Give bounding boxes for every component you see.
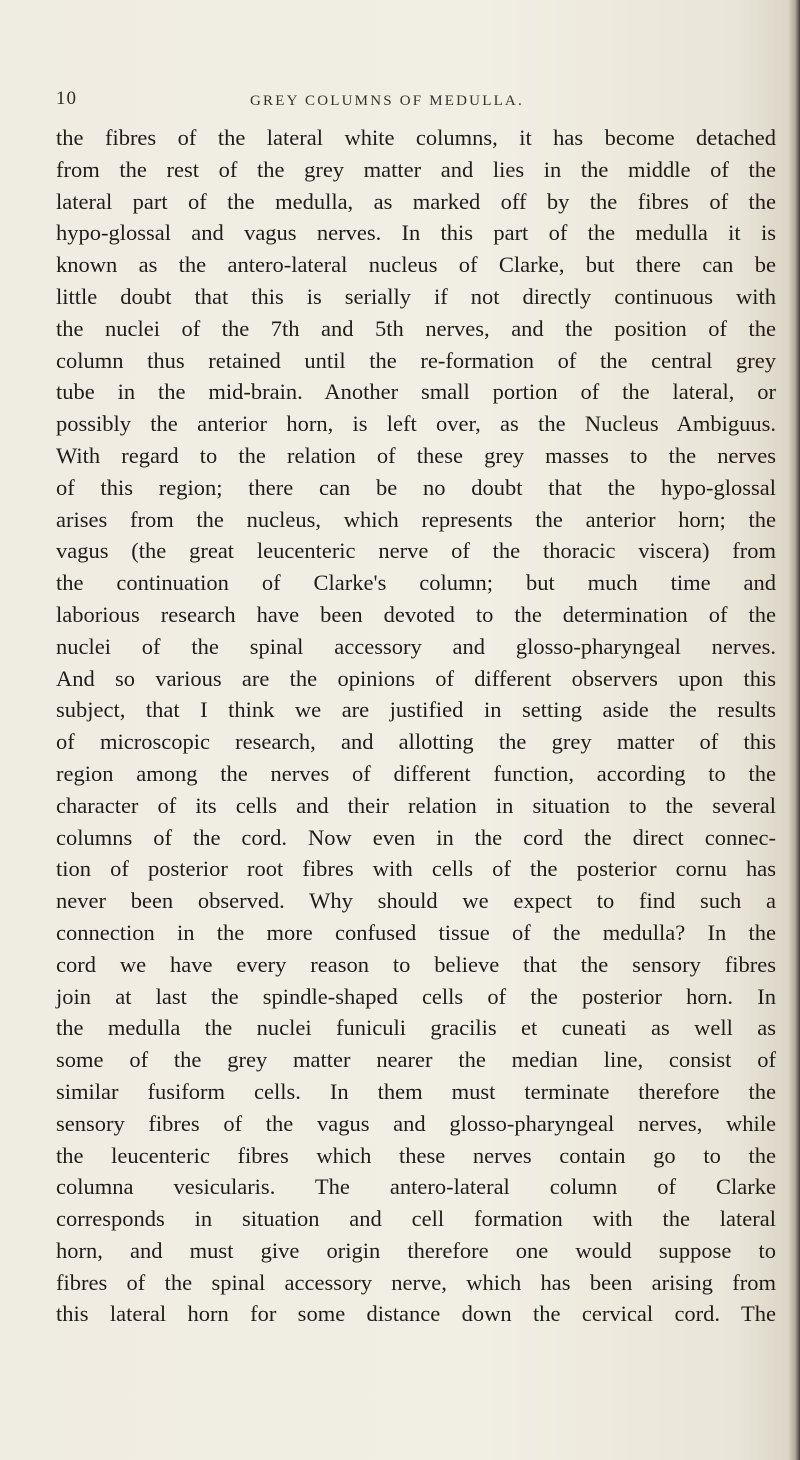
text-line: lateral part of the medulla, as marked off by the fibres of the (56, 188, 776, 214)
text-line: sensory fibres of the vagus and glosso-pharyngeal nerves, while (56, 1110, 776, 1136)
text-line: tion of posterior root fibres with cells of the posterior cornu has (56, 856, 776, 882)
text-line: vagus (the great leucenteric nerve of the thoracic viscera) from (56, 538, 776, 564)
text-line: character of its cells and their relation in situation to the several (56, 792, 776, 818)
text-line: known as the antero-lateral nucleus of Clarke, but there can be (56, 252, 776, 278)
text-line: the continuation of Clarke's column; but much time and (56, 570, 776, 596)
text-line: connection in the more confused tissue of the medulla? In the (56, 919, 776, 945)
text-line: the nuclei of the 7th and 5th nerves, and the position of the (56, 315, 776, 341)
text-line: fibres of the spinal accessory nerve, which has been arising from (56, 1269, 776, 1295)
text-line: never been observed. Why should we expect to find such a (56, 888, 776, 914)
text-line: this lateral horn for some distance down the cervical cord. The (56, 1301, 776, 1327)
text-line: some of the grey matter nearer the median line, consist of (56, 1047, 776, 1073)
text-line: tube in the mid-brain. Another small portion of the lateral, or (56, 379, 776, 405)
running-title: GREY COLUMNS OF MEDULLA. (250, 93, 524, 109)
page-number: 10 (56, 88, 77, 109)
text-line: horn, and must give origin therefore one would suppose to (56, 1237, 776, 1263)
text-line: columns of the cord. Now even in the cord the direct connec- (56, 824, 776, 850)
text-line: the fibres of the lateral white columns, it has become detached (56, 125, 776, 150)
text-line: little doubt that this is serially if not directly continuous with (56, 283, 776, 309)
text-line: from the rest of the grey matter and lies in the middle of the (56, 156, 776, 182)
text-line: columna vesicularis. The antero-lateral column of Clarke (56, 1174, 776, 1200)
text-line: the medulla the nuclei funiculi gracilis et cuneati as well as (56, 1015, 776, 1041)
text-line: of microscopic research, and allotting the grey matter of this (56, 729, 776, 755)
text-line: region among the nerves of different function, according to the (56, 760, 776, 786)
text-line: of this region; there can be no doubt that the hypo-glossal (56, 474, 776, 500)
text-line: subject, that I think we are justified in setting aside the results (56, 697, 776, 723)
text-line: corresponds in situation and cell formation with the lateral (56, 1206, 776, 1232)
text-line: possibly the anterior horn, is left over, as the Nucleus Ambiguus. (56, 411, 776, 437)
text-line: With regard to the relation of these grey masses to the nerves (56, 442, 776, 468)
text-line: the leucenteric fibres which these nerves contain go to the (56, 1142, 776, 1168)
text-line: arises from the nucleus, which represents the anterior horn; the (56, 506, 776, 532)
text-line: join at last the spindle-shaped cells of the posterior horn. In (56, 983, 776, 1009)
text-line: column thus retained until the re-formation of the central grey (56, 347, 776, 373)
text-line: laborious research have been devoted to the determination of the (56, 601, 776, 627)
text-line: And so various are the opinions of different observers upon this (56, 665, 776, 691)
body-text (56, 122, 776, 1330)
page-edge-shadow (788, 0, 800, 1460)
text-line: cord we have every reason to believe that the sensory fibres (56, 951, 776, 977)
text-line: hypo-glossal and vagus nerves. In this part of the medulla it is (56, 220, 776, 246)
text-line: similar fusiform cells. In them must terminate therefore the (56, 1078, 776, 1104)
text-line: nuclei of the spinal accessory and glosso-pharyngeal nerves. (56, 633, 776, 659)
